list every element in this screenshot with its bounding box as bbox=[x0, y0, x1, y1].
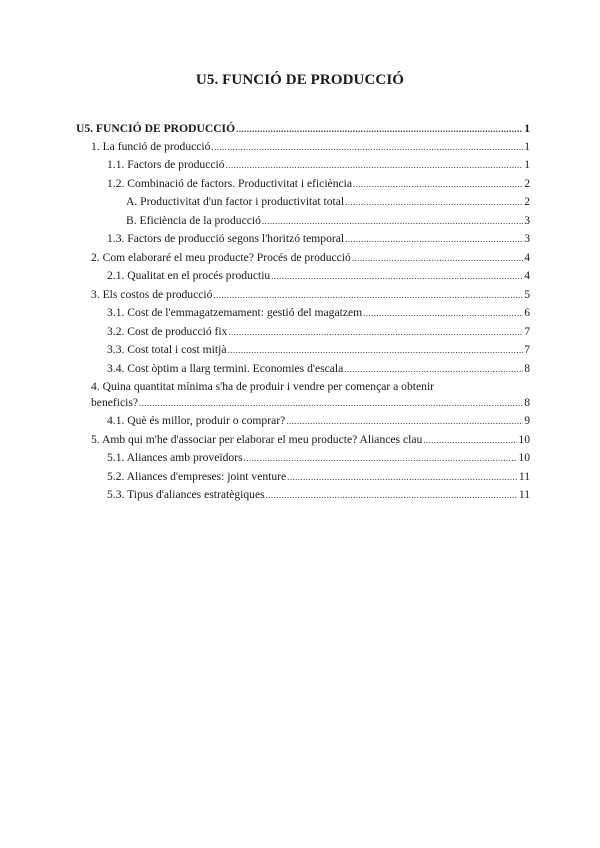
toc-entry-2-1[interactable] bbox=[107, 269, 530, 283]
toc-leader bbox=[139, 396, 523, 410]
toc-page-number: 6 bbox=[524, 306, 530, 319]
toc-entry-label: 5.2. Aliances d'empreses: joint venture bbox=[107, 470, 287, 483]
toc-entry-5-1[interactable] bbox=[107, 451, 530, 465]
toc-leader bbox=[352, 251, 523, 265]
toc-entry-1-2-a[interactable] bbox=[126, 195, 530, 209]
toc-entry-3-1[interactable] bbox=[107, 306, 530, 320]
toc-entry-label: 1.2. Combinació de factors. Productivitat i eficiència bbox=[107, 177, 353, 190]
toc-leader bbox=[236, 122, 523, 136]
toc-page-number: 7 bbox=[524, 343, 530, 356]
toc-page-number: 8 bbox=[524, 362, 530, 375]
toc-entry-3-4[interactable] bbox=[107, 362, 530, 376]
toc-leader bbox=[363, 306, 523, 320]
toc-page-number: 10 bbox=[518, 433, 530, 446]
toc-entry-5-2[interactable] bbox=[107, 470, 530, 484]
toc-entry-label: 5. Amb qui m'he d'associar per elaborar el meu producte? Aliances clau bbox=[91, 433, 423, 446]
toc-entry-unit[interactable] bbox=[76, 122, 530, 136]
toc-entry-label: A. Productivitat d'un factor i productivitat total bbox=[126, 195, 345, 208]
toc-entry-label: 1.1. Factors de producció bbox=[107, 158, 225, 171]
toc-entry-label: 3.2. Cost de producció fix bbox=[107, 325, 228, 338]
toc-leader bbox=[271, 269, 523, 283]
toc-page-number: 4 bbox=[524, 251, 530, 264]
toc-leader bbox=[353, 177, 523, 191]
toc-entry-3-3[interactable] bbox=[107, 343, 530, 357]
toc-entry-3[interactable] bbox=[91, 288, 530, 302]
toc-entry-label: 5.1. Aliances amb proveïdors bbox=[107, 451, 243, 464]
toc-leader bbox=[228, 325, 523, 339]
toc-entry-label: 4.1. Què és millor, produir o comprar? bbox=[107, 414, 286, 427]
toc-leader bbox=[213, 288, 523, 302]
toc-leader bbox=[423, 433, 517, 447]
toc-entry-label: 1.3. Factors de producció segons l'horitzó temporal bbox=[107, 232, 345, 245]
toc-page-number: 8 bbox=[524, 396, 530, 409]
toc-entry-label: 2. Com elaboraré el meu producte? Procés de producció bbox=[91, 251, 351, 264]
toc-leader bbox=[286, 414, 523, 428]
toc-page-number: 5 bbox=[524, 288, 530, 301]
toc-entry-label: 2.1. Qualitat en el procés productiu bbox=[107, 269, 271, 282]
toc-leader bbox=[345, 195, 523, 209]
toc-page-number: 7 bbox=[524, 325, 530, 338]
toc-entry-5-3[interactable] bbox=[107, 488, 530, 502]
toc-page-number: 11 bbox=[518, 488, 530, 501]
toc-entry-3-2[interactable] bbox=[107, 325, 530, 339]
toc-entry-label: B. Eficiència de la producció bbox=[126, 214, 261, 227]
toc-entry-1-3[interactable] bbox=[107, 232, 530, 246]
toc-leader bbox=[344, 362, 523, 376]
toc-leader bbox=[345, 232, 523, 246]
toc-page-number: 1 bbox=[524, 158, 530, 171]
toc-page-number: 1 bbox=[524, 122, 530, 135]
toc-entry-1-2[interactable] bbox=[107, 177, 530, 191]
toc-leader bbox=[262, 214, 523, 228]
toc-entry-label: 5.3. Tipus d'aliances estratègiques bbox=[107, 488, 265, 501]
toc-page-number: 1 bbox=[524, 140, 530, 153]
toc-entry-label: beneficis? bbox=[91, 396, 138, 409]
page-title: U5. FUNCIÓ DE PRODUCCIÓ bbox=[195, 72, 405, 88]
toc-page-number: 9 bbox=[524, 414, 530, 427]
toc-page-number: 3 bbox=[524, 214, 530, 227]
toc-entry-label: 3.4. Cost òptim a llarg termini. Economies d'escala bbox=[107, 362, 344, 375]
toc-entry-label: 3.3. Cost total i cost mitjà bbox=[107, 343, 227, 356]
toc-entry-4-1[interactable] bbox=[107, 414, 530, 428]
toc-entry-2[interactable] bbox=[91, 251, 530, 265]
toc-entry-label: 1. La funció de producció bbox=[91, 140, 211, 153]
toc-entry-label: 3.1. Cost de l'emmagatzemament: gestió del magatzem bbox=[107, 306, 363, 319]
toc-entry-1-2-b[interactable] bbox=[126, 214, 530, 228]
toc-page-number: 2 bbox=[524, 195, 530, 208]
toc-leader bbox=[226, 158, 524, 172]
toc-leader bbox=[227, 343, 523, 357]
toc-page-number: 2 bbox=[524, 177, 530, 190]
toc-page-number: 10 bbox=[518, 451, 530, 464]
toc-entry-4-line1[interactable]: 4. Quina quantitat mínima s'ha de produir i vendre per començar a obtenir bbox=[91, 380, 435, 393]
toc-leader bbox=[287, 470, 518, 484]
toc-leader bbox=[211, 140, 523, 154]
toc-page-number: 11 bbox=[518, 470, 530, 483]
toc-leader bbox=[266, 488, 518, 502]
toc-entry-5[interactable] bbox=[91, 433, 530, 447]
toc-entry-1-1[interactable] bbox=[107, 158, 530, 172]
toc-leader bbox=[244, 451, 518, 465]
toc-page-number: 3 bbox=[524, 232, 530, 245]
toc-entry-label: 3. Els costos de producció bbox=[91, 288, 213, 301]
toc-page-number: 4 bbox=[524, 269, 530, 282]
toc-entry-1[interactable] bbox=[91, 140, 530, 154]
toc-entry-label: U5. FUNCIÓ DE PRODUCCIÓ bbox=[76, 122, 236, 135]
toc-entry-4[interactable] bbox=[91, 396, 530, 410]
